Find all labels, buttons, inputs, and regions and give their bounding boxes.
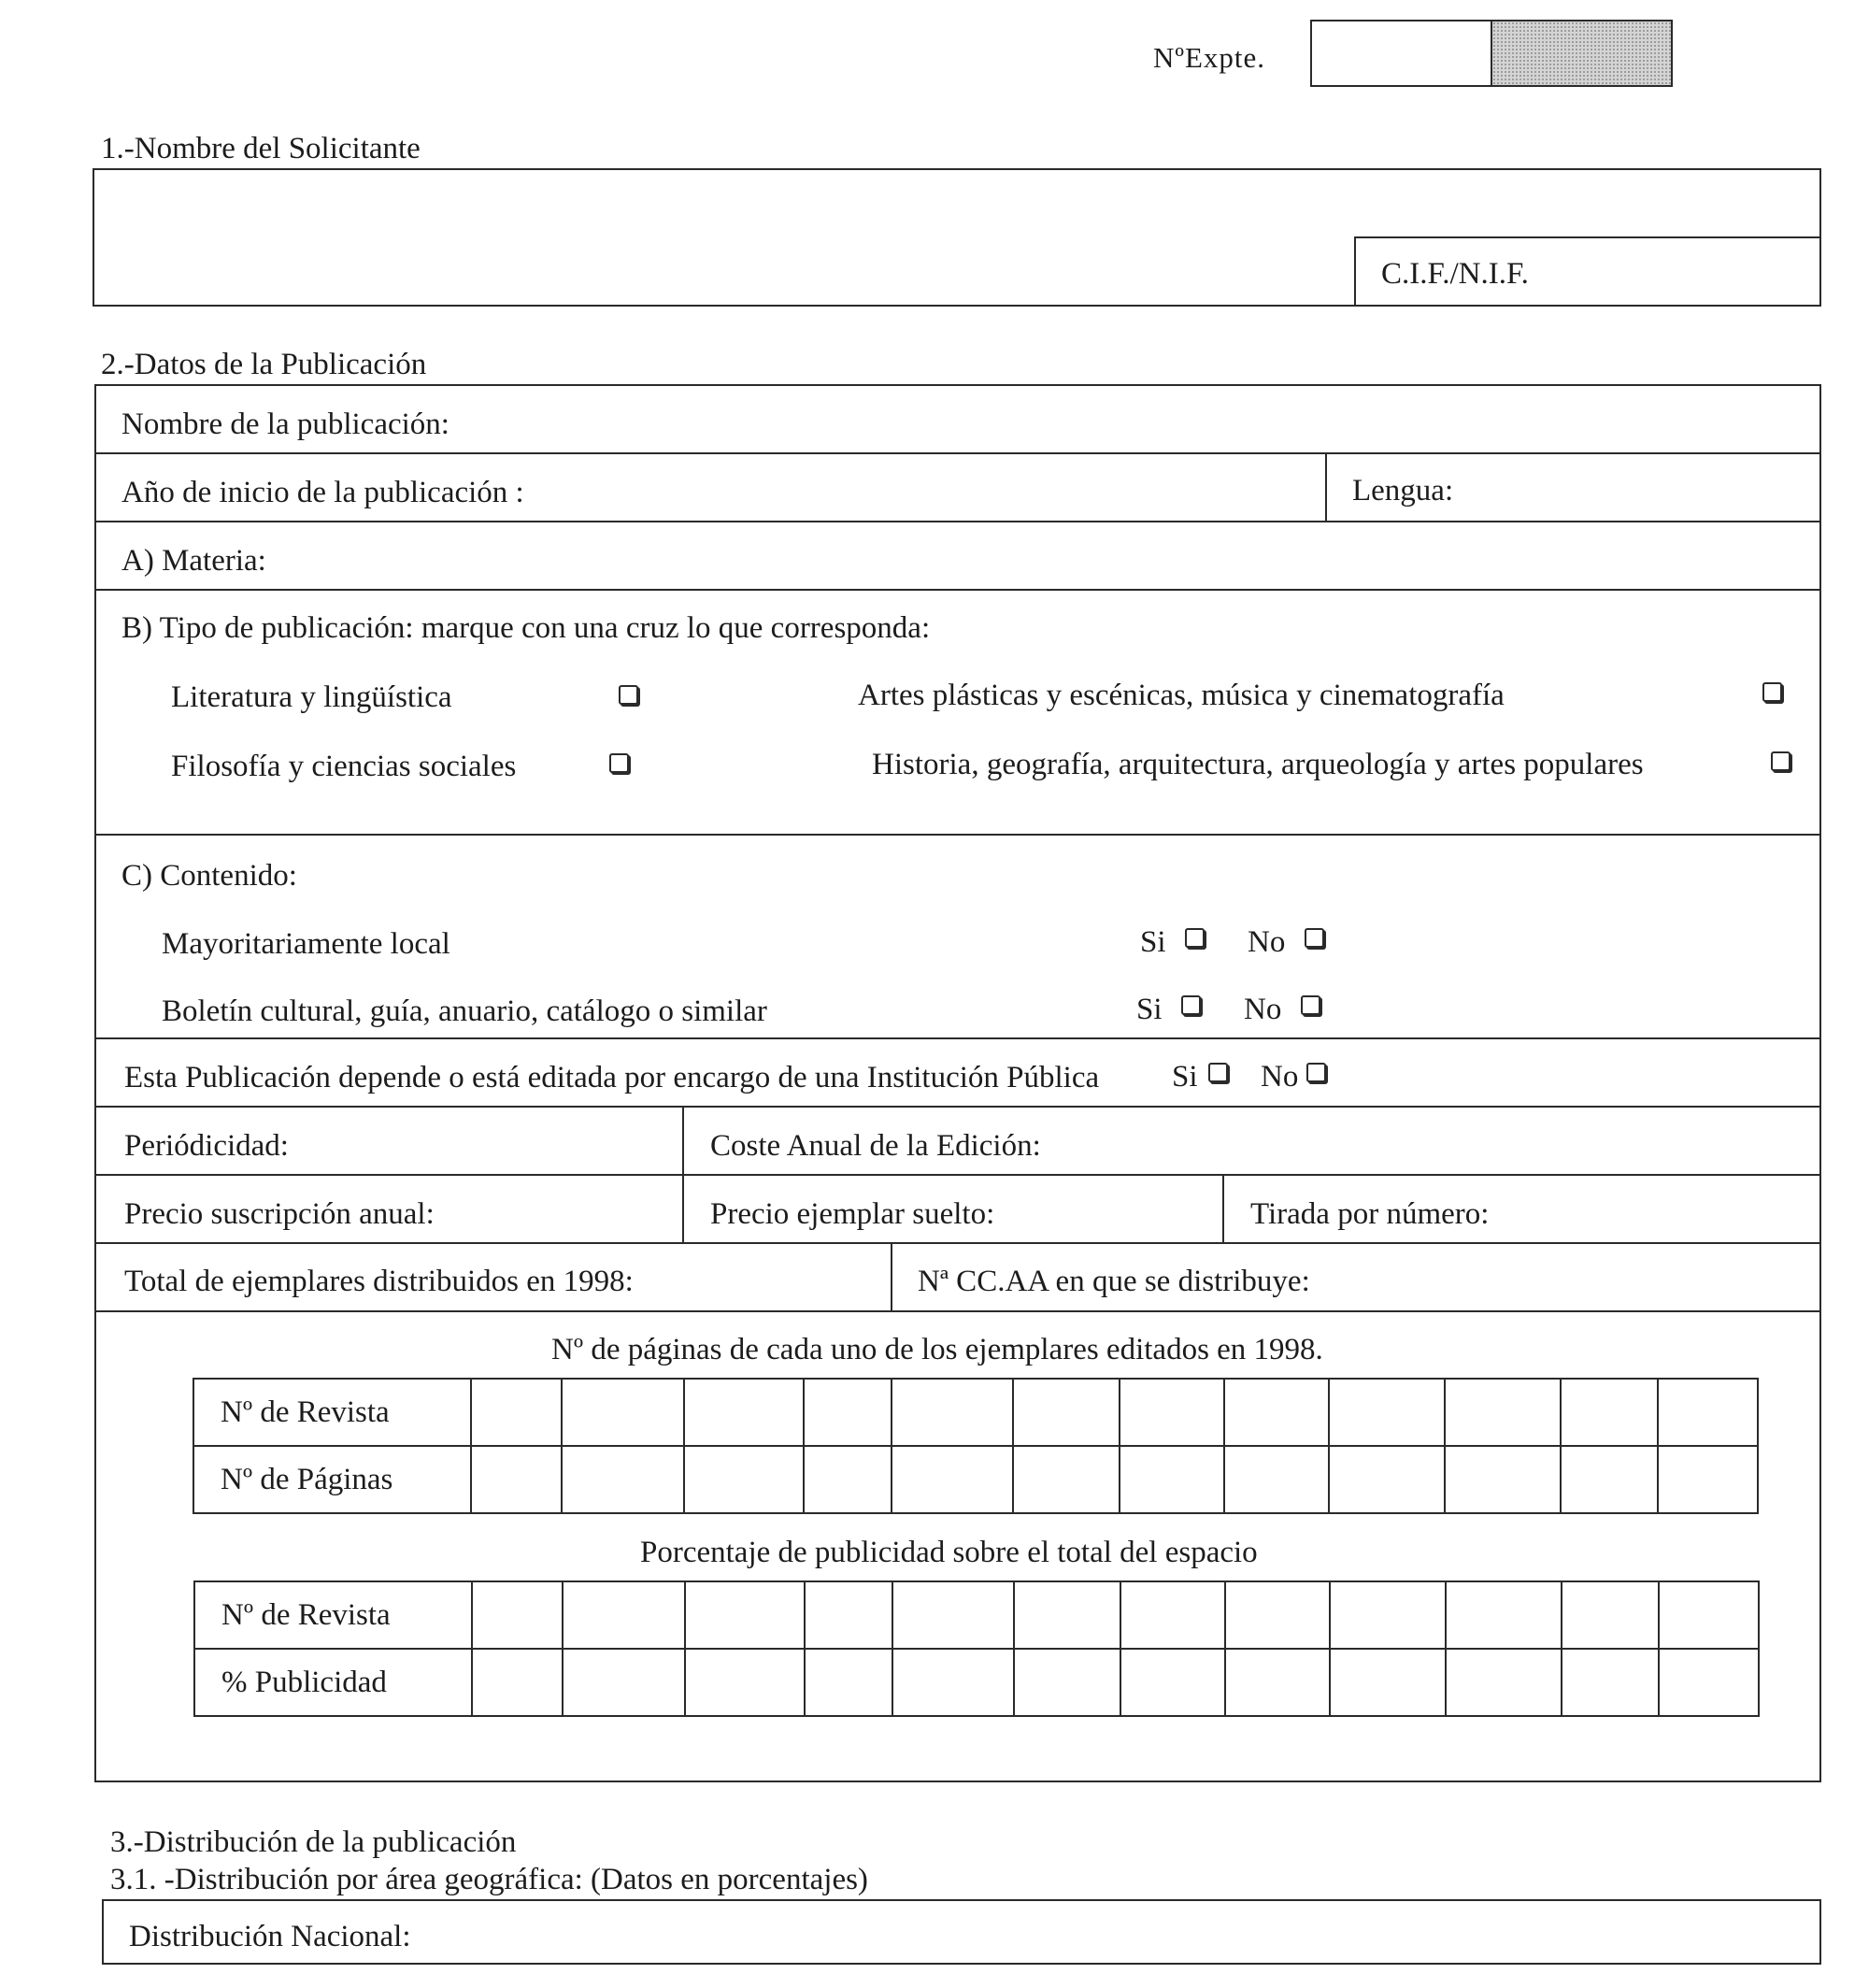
- table-row: [194, 1649, 1759, 1716]
- section3-subtitle: 3.1. -Distribución por área geográfica: (Datos en porcentajes): [110, 1863, 868, 1896]
- type-option-label: Literatura y lingüística: [171, 680, 452, 714]
- table-cell[interactable]: [1561, 1379, 1659, 1446]
- section2-title: 2.-Datos de la Publicación: [101, 348, 427, 381]
- subject-label: A) Materia:: [121, 544, 266, 578]
- table-cell[interactable]: [892, 1446, 1012, 1513]
- table-cell[interactable]: [684, 1446, 803, 1513]
- table-row: [193, 1379, 1758, 1446]
- local-si-checkbox[interactable]: [1185, 928, 1205, 948]
- table-cell[interactable]: [1120, 1581, 1225, 1649]
- si-label: Si: [1140, 925, 1166, 959]
- table-cell[interactable]: [562, 1446, 684, 1513]
- table-cell[interactable]: [1014, 1649, 1121, 1716]
- divider: [94, 1310, 1821, 1312]
- local-no-checkbox[interactable]: [1305, 928, 1324, 948]
- bulletin-si-checkbox[interactable]: [1181, 995, 1201, 1015]
- divider: [94, 1106, 1821, 1108]
- table-cell[interactable]: [1224, 1379, 1329, 1446]
- table-cell[interactable]: [1445, 1446, 1560, 1513]
- table-cell[interactable]: [1329, 1446, 1445, 1513]
- type-history-checkbox[interactable]: [1771, 751, 1791, 771]
- table-cell[interactable]: [471, 1446, 562, 1513]
- table-cell[interactable]: [1225, 1649, 1330, 1716]
- table-cell[interactable]: [685, 1581, 804, 1649]
- no-label: No: [1244, 993, 1282, 1026]
- row-label: Nº de Revista: [194, 1581, 472, 1649]
- divider: [891, 1242, 892, 1310]
- publication-name-label: Nombre de la publicación:: [121, 408, 449, 441]
- divider: [94, 1174, 1821, 1176]
- table-cell[interactable]: [1014, 1581, 1121, 1649]
- ccaa-label: Nª CC.AA en que se distribuye:: [918, 1265, 1310, 1298]
- table-cell[interactable]: [563, 1581, 685, 1649]
- table-cell[interactable]: [1659, 1581, 1759, 1649]
- table-cell[interactable]: [562, 1379, 684, 1446]
- content-row-label: Mayoritariamente local: [162, 927, 450, 961]
- table-cell[interactable]: [1013, 1446, 1120, 1513]
- table-cell[interactable]: [685, 1649, 804, 1716]
- table-cell[interactable]: [1561, 1446, 1659, 1513]
- no-label: No: [1261, 1060, 1299, 1094]
- table-cell[interactable]: [563, 1649, 685, 1716]
- row-label: % Publicidad: [194, 1649, 472, 1716]
- table-cell[interactable]: [1330, 1581, 1446, 1649]
- divider: [94, 452, 1821, 454]
- table-cell[interactable]: [1562, 1649, 1660, 1716]
- content-row-label: Boletín cultural, guía, anuario, catálogo o similar: [162, 994, 767, 1028]
- pages-table-title: Nº de páginas de cada uno de los ejemplares editados en 1998.: [551, 1333, 1323, 1366]
- divider: [94, 1242, 1821, 1244]
- publication-type-title: B) Tipo de publicación: marque con una cruz lo que corresponda:: [121, 611, 931, 645]
- table-cell[interactable]: [1445, 1379, 1560, 1446]
- periodicity-label: Periódicidad:: [124, 1129, 289, 1163]
- no-label: No: [1248, 925, 1286, 959]
- row-label: Nº de Páginas: [193, 1446, 471, 1513]
- table-cell[interactable]: [1224, 1446, 1329, 1513]
- expediente-shaded-cell: [1492, 21, 1671, 85]
- table-cell[interactable]: [1120, 1446, 1224, 1513]
- cif-label: C.I.F./N.I.F.: [1381, 257, 1529, 291]
- table-cell[interactable]: [1446, 1649, 1561, 1716]
- table-cell[interactable]: [472, 1581, 563, 1649]
- subscription-price-label: Precio suscripción anual:: [124, 1197, 435, 1231]
- divider: [94, 521, 1821, 522]
- table-cell[interactable]: [1562, 1581, 1660, 1649]
- table-cell[interactable]: [1658, 1379, 1758, 1446]
- type-option-label: Filosofía y ciencias sociales: [171, 750, 517, 783]
- type-option-label: Artes plásticas y escénicas, música y cinematografía: [858, 679, 1505, 712]
- type-option-label: Historia, geografía, arquitectura, arqueología y artes populares: [872, 748, 1644, 781]
- table-cell[interactable]: [1225, 1581, 1330, 1649]
- table-row: [194, 1581, 1759, 1649]
- table-cell[interactable]: [804, 1379, 892, 1446]
- row-label: Nº de Revista: [193, 1379, 471, 1446]
- table-cell[interactable]: [1659, 1649, 1759, 1716]
- table-cell[interactable]: [1658, 1446, 1758, 1513]
- print-run-label: Tirada por número:: [1250, 1197, 1490, 1231]
- divider: [1222, 1174, 1224, 1242]
- advertising-table: [193, 1580, 1760, 1717]
- table-cell[interactable]: [805, 1581, 893, 1649]
- table-cell[interactable]: [1330, 1649, 1446, 1716]
- divider: [1325, 452, 1327, 521]
- national-distribution-label: Distribución Nacional:: [129, 1920, 411, 1953]
- divider: [94, 589, 1821, 591]
- si-label: Si: [1172, 1060, 1198, 1094]
- section1-title: 1.-Nombre del Solicitante: [101, 132, 421, 165]
- table-cell[interactable]: [892, 1649, 1013, 1716]
- divider: [94, 1037, 1821, 1039]
- divider: [94, 834, 1821, 836]
- type-literature-checkbox[interactable]: [619, 685, 638, 705]
- si-label: Si: [1136, 993, 1163, 1026]
- advertising-table-title: Porcentaje de publicidad sobre el total del espacio: [640, 1536, 1258, 1569]
- table-cell[interactable]: [892, 1379, 1012, 1446]
- table-cell[interactable]: [1120, 1649, 1225, 1716]
- table-cell[interactable]: [804, 1446, 892, 1513]
- type-arts-checkbox[interactable]: [1762, 682, 1782, 702]
- table-cell[interactable]: [805, 1649, 893, 1716]
- table-cell[interactable]: [1446, 1581, 1561, 1649]
- pages-table: [193, 1378, 1759, 1514]
- institution-label: Esta Publicación depende o está editada por encargo de una Institución Pública: [124, 1061, 1100, 1094]
- section3-title: 3.-Distribución de la publicación: [110, 1825, 517, 1859]
- table-row: [193, 1446, 1758, 1513]
- table-cell[interactable]: [892, 1581, 1013, 1649]
- bulletin-no-checkbox[interactable]: [1301, 995, 1320, 1015]
- expediente-label: NºExpte.: [1153, 41, 1266, 74]
- total-copies-label: Total de ejemplares distribuidos en 1998:: [124, 1265, 634, 1298]
- institution-no-checkbox[interactable]: [1306, 1063, 1326, 1082]
- table-cell[interactable]: [1329, 1379, 1445, 1446]
- type-philosophy-checkbox[interactable]: [609, 753, 629, 773]
- table-cell[interactable]: [472, 1649, 563, 1716]
- table-cell[interactable]: [1013, 1379, 1120, 1446]
- table-cell[interactable]: [1120, 1379, 1224, 1446]
- language-label: Lengua:: [1352, 474, 1454, 508]
- institution-si-checkbox[interactable]: [1208, 1063, 1228, 1082]
- table-cell[interactable]: [684, 1379, 803, 1446]
- content-title: C) Contenido:: [121, 859, 297, 893]
- divider: [682, 1106, 684, 1242]
- single-copy-price-label: Precio ejemplar suelto:: [710, 1197, 995, 1231]
- annual-cost-label: Coste Anual de la Edición:: [710, 1129, 1041, 1163]
- table-cell[interactable]: [471, 1379, 562, 1446]
- start-year-label: Año de inicio de la publicación :: [121, 476, 524, 509]
